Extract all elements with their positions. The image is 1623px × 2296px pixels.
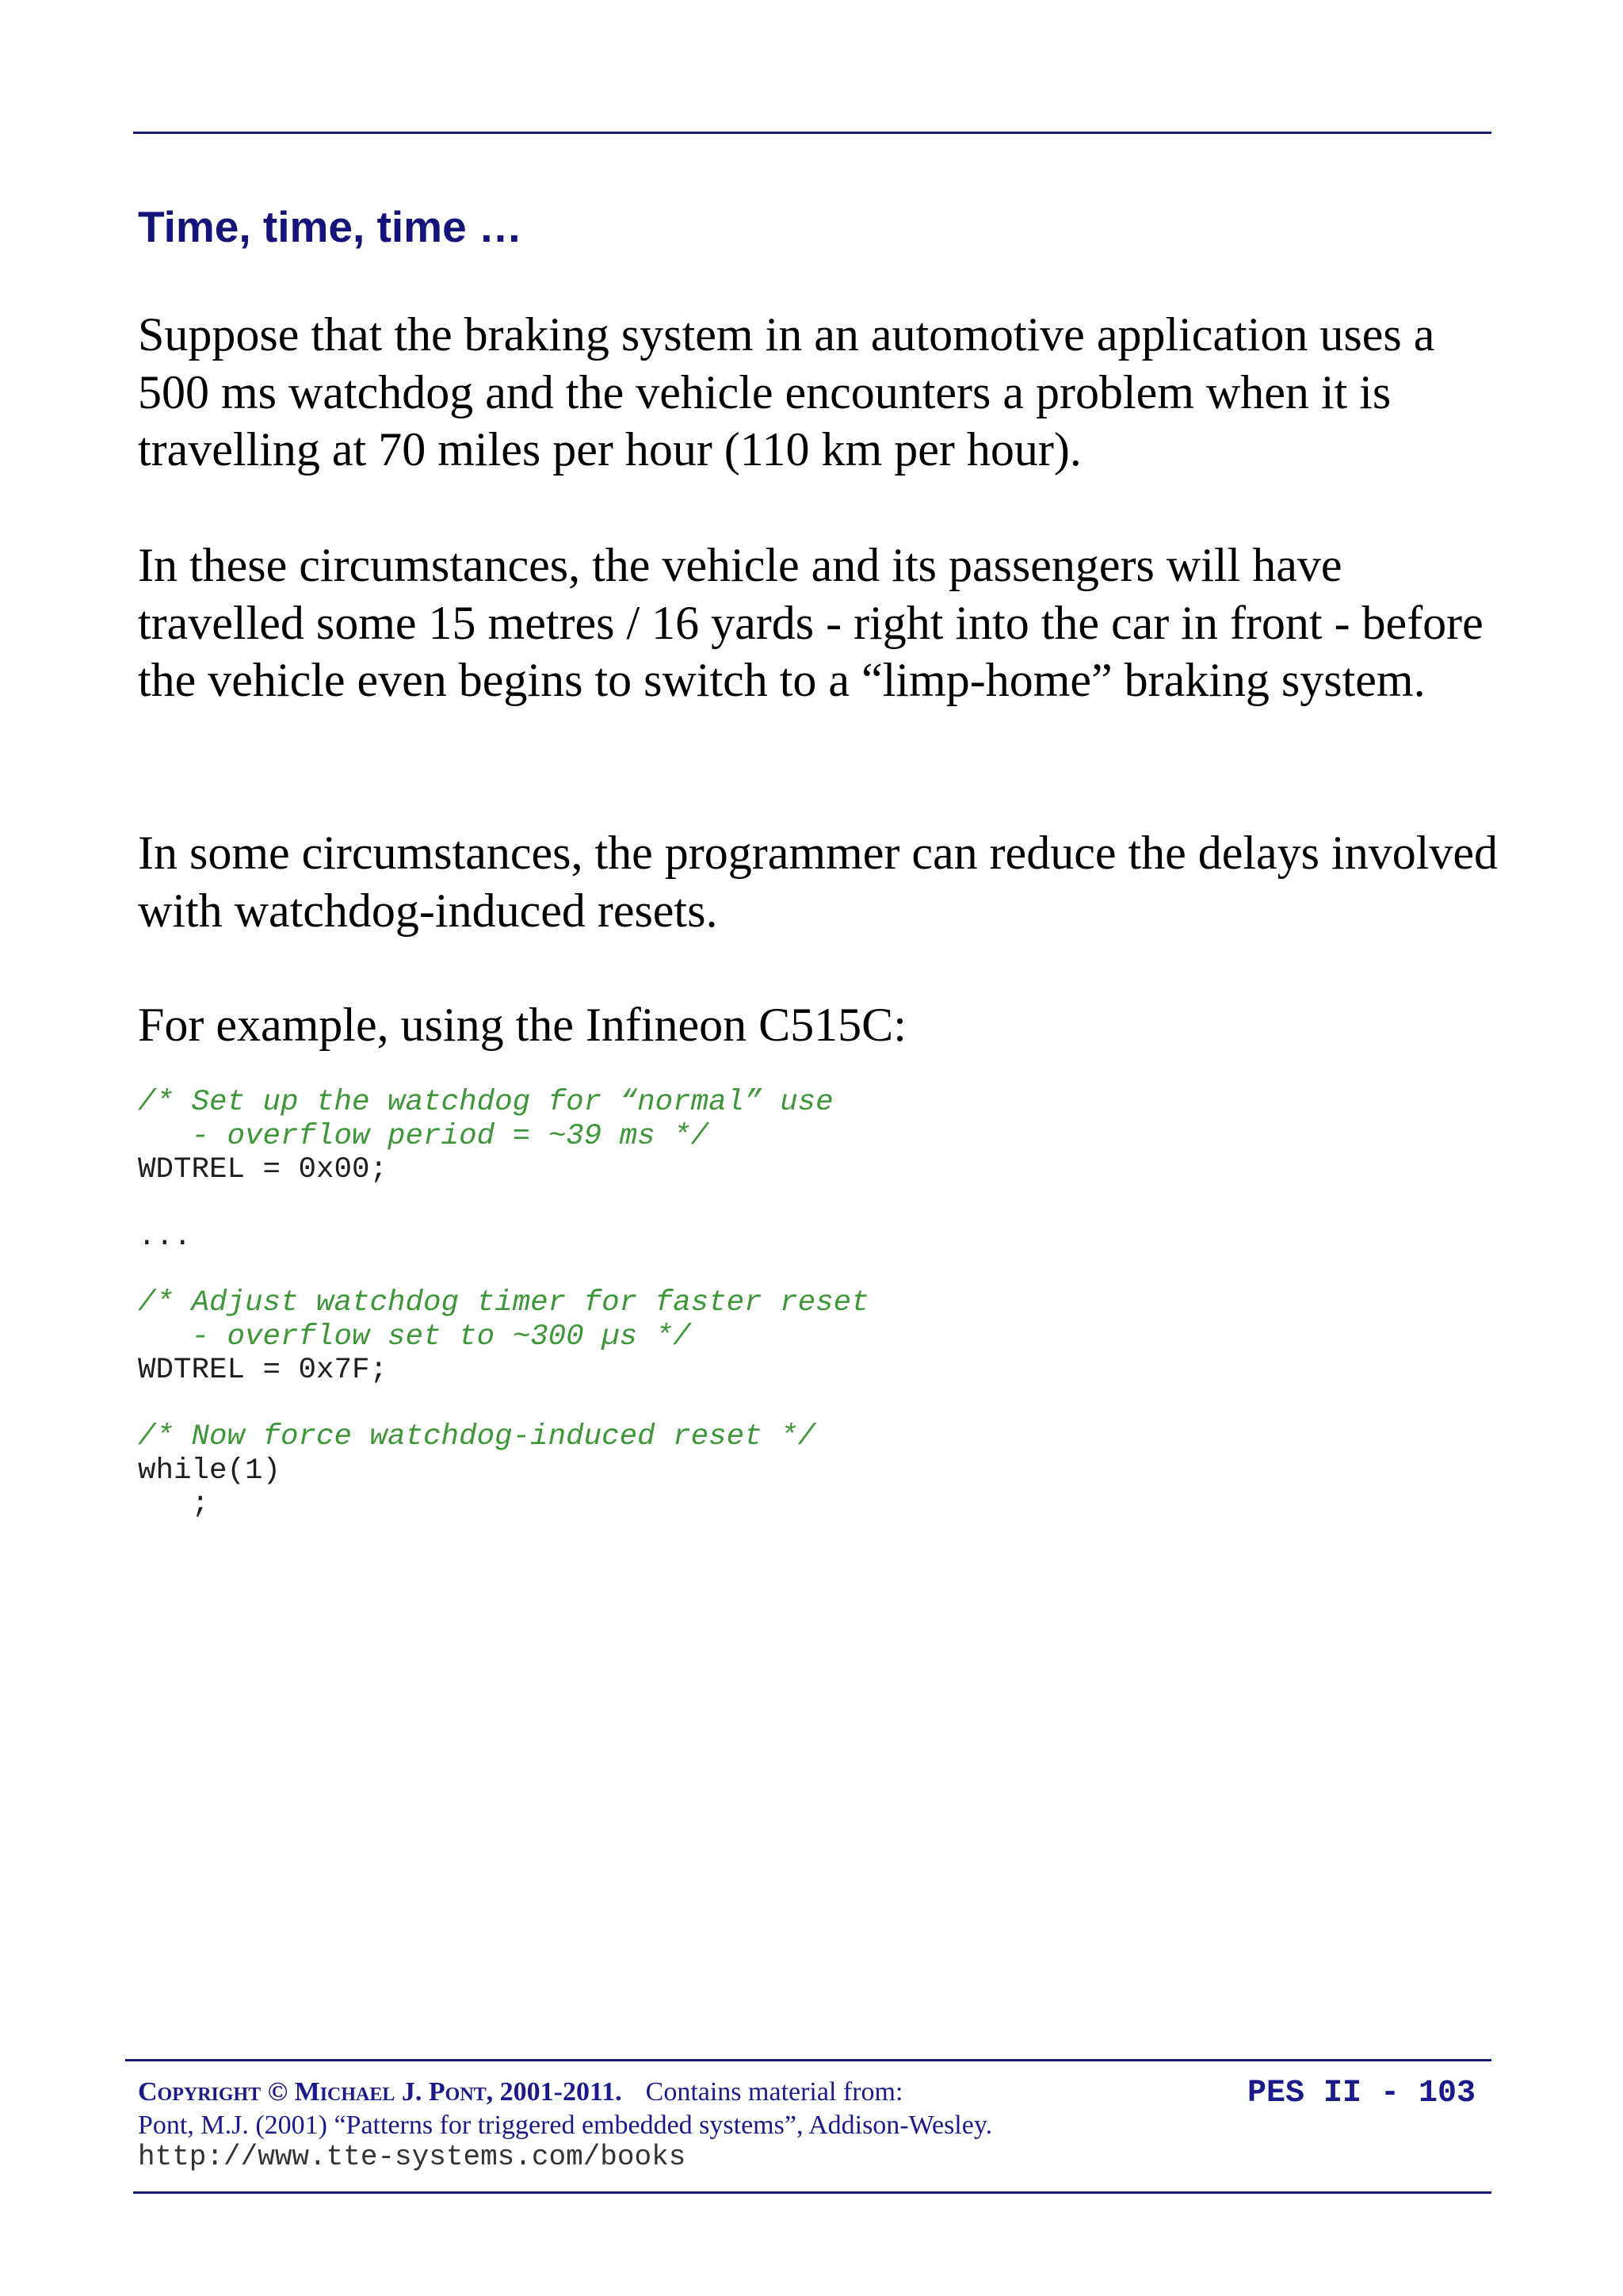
footer-contains: Contains material from: <box>645 2077 903 2107</box>
code-ellipsis: ... <box>138 1221 192 1254</box>
footer-credit <box>138 2076 992 2142</box>
code-comment: /* Adjust watchdog timer for faster reset - overflow set to ~300 µs */ <box>138 1286 869 1354</box>
paragraph-example-intro: For example, using the Infineon C515C: <box>138 999 907 1051</box>
code-statement: WDTREL = 0x7F; <box>138 1354 388 1387</box>
header-rule <box>133 132 1491 134</box>
footer-citation: Pont, M.J. (2001) “Patterns for triggered embedded systems”, Addison-Wesley. <box>138 2111 993 2140</box>
footer-copyright: Copyright © Michael J. Pont, 2001-2011. <box>138 2077 622 2107</box>
code-loop: while(1) ; <box>138 1454 281 1521</box>
footer-url: http://www.tte-systems.com/books <box>138 2141 686 2173</box>
code-comment: /* Set up the watchdog for “normal” use - overflow period = ~39 ms */ <box>138 1086 834 1153</box>
page-title: Time, time, time … <box>138 202 522 251</box>
paragraph-reduce-delays: In some circumstances, the programmer can reduce the delays involved with watchdog-induced resets. <box>138 827 1499 937</box>
code-comment: /* Now force watchdog-induced reset */ <box>138 1420 816 1454</box>
code-block-faster-reset <box>138 1286 869 1388</box>
footer-rule-bottom <box>133 2191 1491 2194</box>
paragraph-braking-scenario: Suppose that the braking system in an automotive application uses a 500 ms watchdog and the vehicle encounters a problem when it is travelling at 70 miles per hour (110 km per hour). <box>138 308 1435 476</box>
code-block-force-reset <box>138 1420 815 1522</box>
code-statement: WDTREL = 0x00; <box>138 1153 388 1186</box>
code-block-normal-setup <box>138 1086 834 1187</box>
footer-rule-top <box>125 2059 1491 2061</box>
page-number: PES II - 103 <box>1247 2076 1476 2111</box>
paragraph-circumstances: In these circumstances, the vehicle and its passengers will have travelled some 15 metres / 16 yards - right into the car in front - before the vehicle even begins to switch to a “limp-home” braking system. <box>138 539 1484 706</box>
